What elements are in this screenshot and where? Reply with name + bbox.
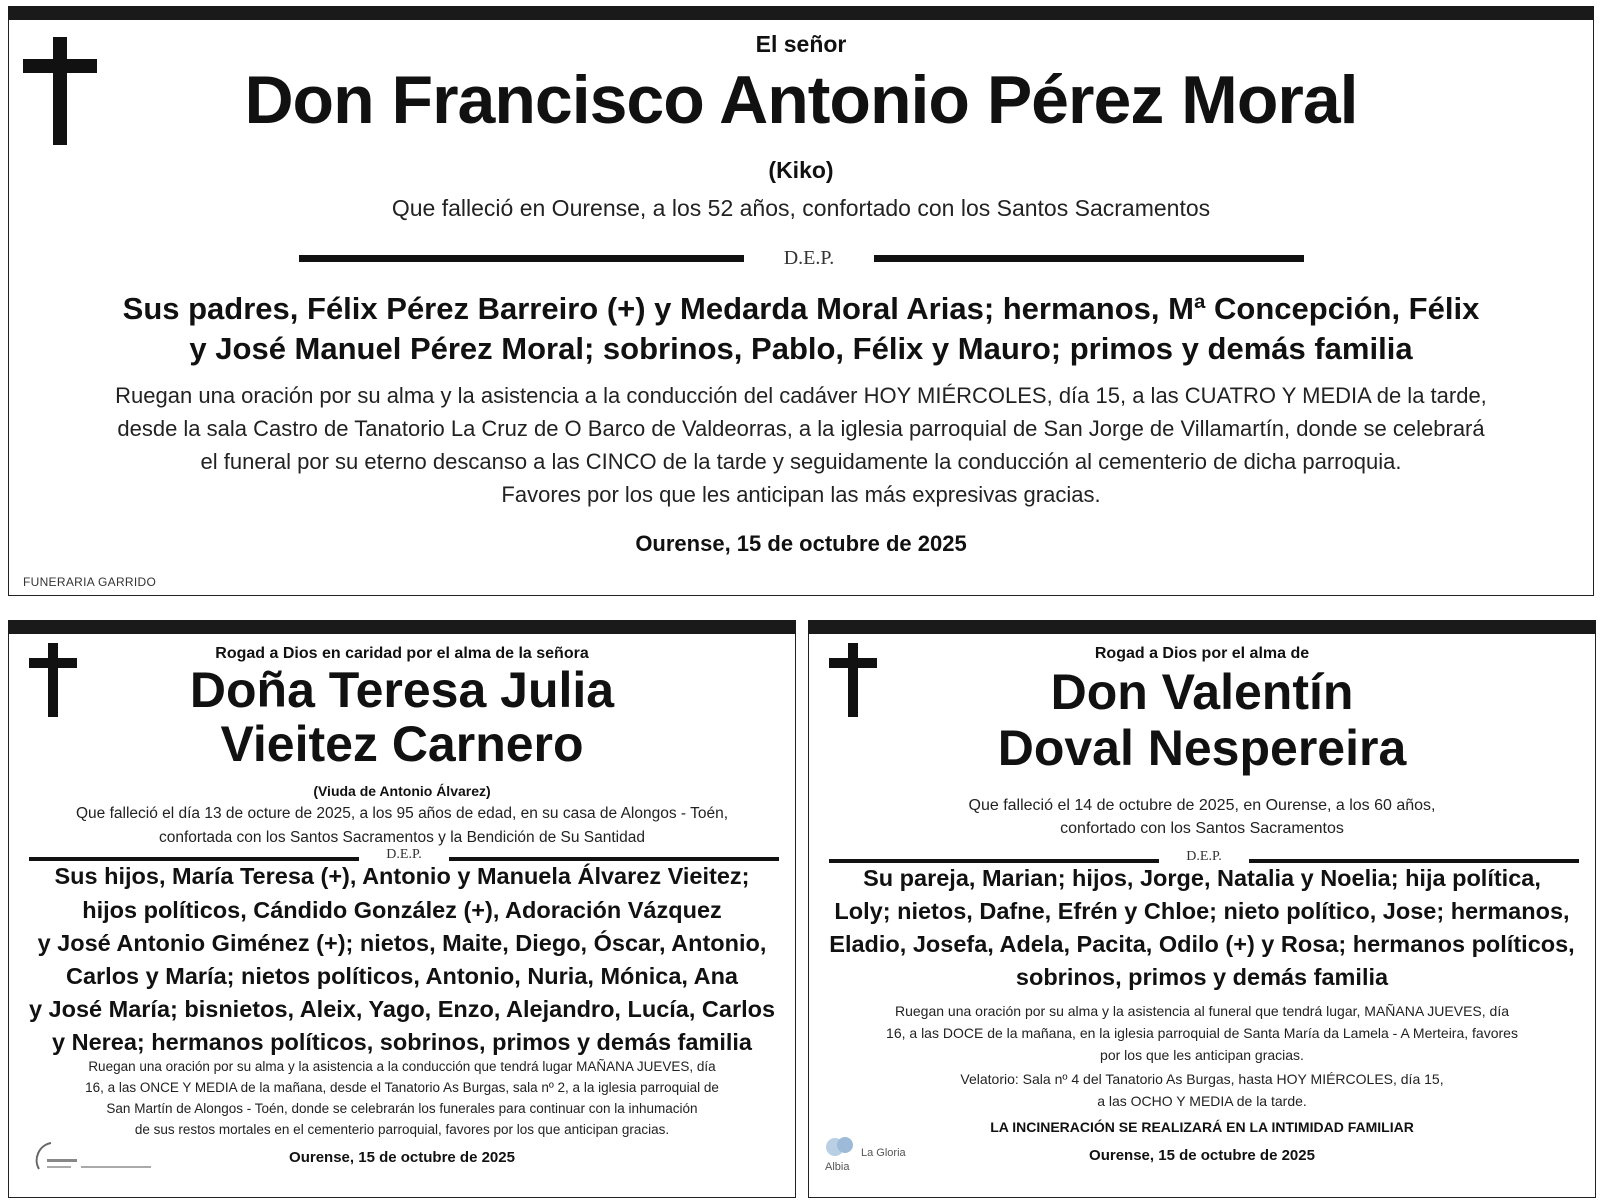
divider-left (29, 857, 359, 861)
body-line: Ruegan una oración por su alma y la asistencia al funeral que tendrá lugar, MAÑANA JUEVES, día (894, 1003, 1509, 1019)
death-text: confortada con los Santos Sacramentos y la Bendición de Su Santidad (159, 829, 645, 846)
family-line: y Nerea; hermanos políticos, sobrinos, primos y demás familia (52, 1029, 752, 1055)
body-line: San Martín de Alongos - Toén, donde se celebrarán los funerales para continuar con la inhumación (106, 1101, 698, 1116)
intro-text: Rogad a Dios por el alma de (1094, 645, 1310, 662)
body-line: 16, a las ONCE Y MEDIA de la mañana, desde el Tanatorio As Burgas, sala nº 2, a la iglesia parroquial de (85, 1080, 719, 1095)
family-line: y José Antonio Giménez (+); nietos, Maite, Diego, Óscar, Antonio, (37, 930, 767, 956)
top-bar (8, 6, 1594, 20)
widow-note: (Viuda de Antonio Álvarez) (313, 783, 491, 799)
dep-label: D.E.P. (386, 847, 422, 862)
cremation-note: LA INCINERACIÓN SE REALIZARÁ EN LA INTIMIDAD FAMILIAR (990, 1119, 1414, 1135)
death-text: Que falleció el día 13 de octure de 2025, a los 95 años de edad, en su casa de Alongos - Toén, (75, 805, 729, 822)
deceased-name: Don Francisco Antonio Pérez Moral (244, 62, 1358, 138)
intro-text: Rogad a Dios en caridad por el alma de la señora (215, 645, 589, 662)
nickname: (Kiko) (768, 157, 834, 183)
family-line: Sus hijos, María Teresa (+), Antonio y Manuela Álvarez Vieitez; (54, 863, 750, 889)
deceased-name-line: Doval Nespereira (997, 720, 1407, 776)
divider-left (829, 859, 1159, 863)
family-line: Su pareja, Marian; hijos, Jorge, Natalia y Noelia; hija política, (863, 865, 1541, 891)
death-text: Que falleció en Ourense, a los 52 años, confortado con los Santos Sacramentos (391, 195, 1211, 221)
body-line: por los que les anticipan gracias. (1100, 1047, 1304, 1063)
funeral-home-logo (25, 1139, 165, 1175)
death-text: Que falleció el 14 de octubre de 2025, en Ourense, a los 60 años, (968, 797, 1436, 814)
divider-right (1249, 859, 1579, 863)
death-text: confortado con los Santos Sacramentos (1060, 820, 1344, 837)
wake-line: a las OCHO Y MEDIA de la tarde. (1097, 1093, 1307, 1109)
body-line: Ruegan una oración por su alma y la asistencia a la conducción del cadáver HOY MIÉRCOLES, día 15, a las CUATRO Y MEDIA de la tarde, (115, 383, 1487, 408)
family-line: hijos políticos, Cándido González (+), Adoración Vázquez (82, 897, 722, 923)
albia-logo-icon (823, 1133, 857, 1159)
obituary-right (808, 620, 1596, 1198)
divider-left (299, 255, 744, 262)
divider-right (449, 857, 779, 861)
top-bar (808, 620, 1596, 634)
body-line: desde la sala Castro de Tanatorio La Cruz de O Barco de Valdeorras, a la iglesia parroquial de San Jorge de Villamartín, donde se celebrará (117, 416, 1485, 441)
wake-line: Velatorio: Sala nº 4 del Tanatorio As Burgas, hasta HOY MIÉRCOLES, día 15, (960, 1071, 1444, 1087)
divider-right (874, 255, 1304, 262)
family-line: Carlos y María; nietos políticos, Antonio, Nuria, Mónica, Ana (65, 963, 738, 989)
deceased-name-line: Doña Teresa Julia (189, 662, 615, 718)
dep-label: D.E.P. (1186, 849, 1222, 864)
lagloria-logo-text: La Gloria (861, 1147, 906, 1159)
top-bar (8, 620, 796, 634)
intro-text: El señor (755, 31, 847, 57)
date-place: Ourense, 15 de octubre de 2025 (289, 1149, 515, 1166)
obituary-left (8, 620, 796, 1198)
body-line: Ruegan una oración por su alma y la asistencia a la conducción que tendrá lugar MAÑANA JUEVES, día (88, 1059, 716, 1074)
family-line: y José María; bisnietos, Aleix, Yago, Enzo, Alejandro, Lucía, Carlos (28, 996, 776, 1022)
body-line: de sus restos mortales en el cementerio parroquial, favores por los que anticipan gracias. (134, 1122, 670, 1137)
date-place: Ourense, 15 de octubre de 2025 (1089, 1147, 1315, 1164)
date-place: Ourense, 15 de octubre de 2025 (635, 531, 967, 556)
body-line: 16, a las DOCE de la mañana, en la iglesia parroquial de Santa María da Lamela - A Merteira, favores (886, 1025, 1518, 1041)
albia-logo-text: Albia (825, 1161, 850, 1173)
obituary-top (8, 6, 1594, 596)
deceased-name-line: Vieitez Carnero (220, 716, 584, 772)
dep-label: D.E.P. (783, 247, 835, 269)
family-line: Loly; nietos, Dafne, Efrén y Chloe; nieto político, Jose; hermanos, (834, 898, 1570, 924)
family-line: sobrinos, primos y demás familia (1015, 964, 1389, 990)
family-line: Eladio, Josefa, Adela, Pacita, Odilo (+) y Rosa; hermanos políticos, (829, 931, 1575, 957)
body-line: Favores por los que les anticipan las más expresivas gracias. (501, 482, 1101, 507)
deceased-name-line: Don Valentín (1050, 664, 1354, 720)
family-line: Sus padres, Félix Pérez Barreiro (+) y Medarda Moral Arias; hermanos, Mª Concepción, Félix (122, 291, 1480, 326)
family-line: y José Manuel Pérez Moral; sobrinos, Pablo, Félix y Mauro; primos y demás familia (189, 331, 1413, 366)
body-line: el funeral por su eterno descanso a las CINCO de la tarde y seguidamente la conducción al cementerio de dicha parroquia. (200, 449, 1402, 474)
funeral-home-label: FUNERARIA GARRIDO (23, 575, 157, 589)
funeral-home-logo (823, 1133, 923, 1177)
